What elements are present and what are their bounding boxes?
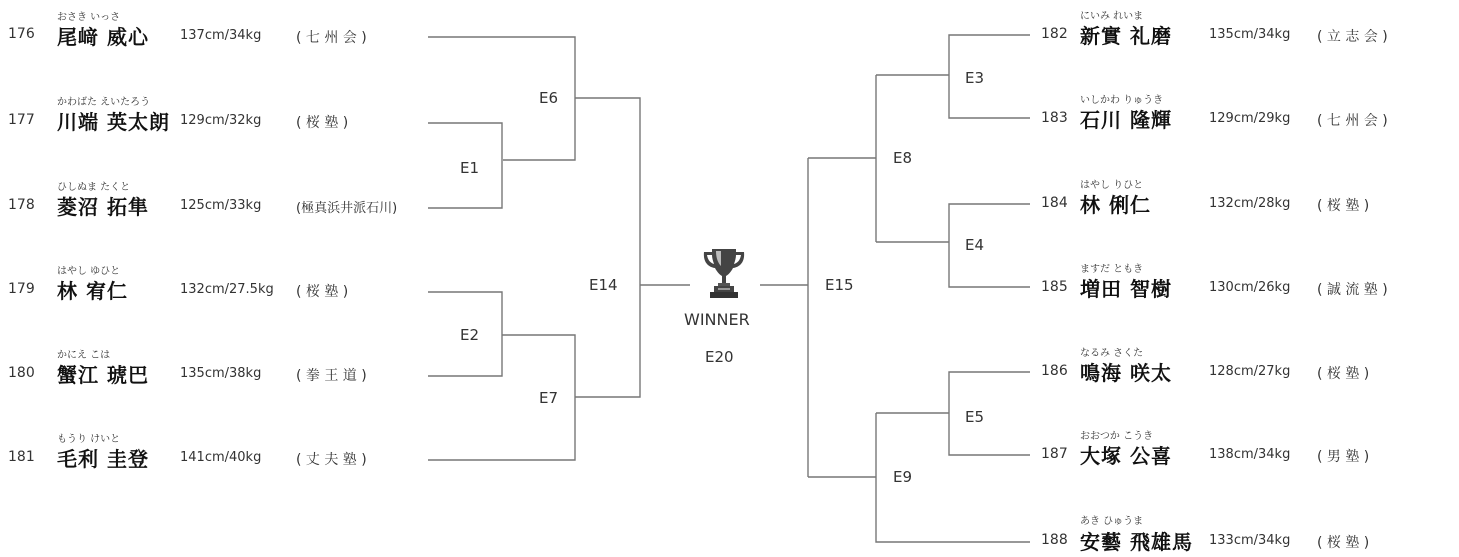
competitor-club: ( 桜 塾 ) <box>296 284 349 300</box>
competitor-stats: 135cm/34kg <box>1209 27 1291 42</box>
bout-label-e8: E8 <box>893 149 913 167</box>
seed-number: 176 <box>8 26 35 42</box>
bout-label-e6: E6 <box>539 89 559 107</box>
bout-label-e20: E20 <box>705 348 734 366</box>
competitor-name: 毛利 圭登 <box>57 447 149 471</box>
name-reading: おさき いっさ <box>57 12 121 23</box>
bracket-line-e5 <box>949 372 1030 455</box>
competitor-stats: 129cm/29kg <box>1209 111 1291 126</box>
name-reading: あき ひゅうま <box>1080 516 1144 527</box>
winner-label: WINNER <box>684 310 750 329</box>
seed-number: 180 <box>8 365 35 381</box>
competitor-name: 増田 智樹 <box>1080 277 1172 301</box>
competitor-name: 大塚 公喜 <box>1080 444 1172 468</box>
competitor-name: 川端 英太朗 <box>57 110 170 134</box>
competitor-club: ( 立 志 会 ) <box>1317 29 1388 45</box>
seed-number: 179 <box>8 281 35 297</box>
competitor-name: 林 宥仁 <box>57 279 128 303</box>
bracket-line-e14-bottom <box>575 285 640 397</box>
bout-label-e9: E9 <box>893 468 913 486</box>
competitor-stats: 130cm/26kg <box>1209 280 1291 295</box>
bout-label-e5: E5 <box>965 408 985 426</box>
name-reading: にいみ れいま <box>1080 11 1144 22</box>
competitor-name: 新實 礼磨 <box>1080 24 1172 48</box>
competitor-stats: 128cm/27kg <box>1209 364 1291 379</box>
seed-number: 177 <box>8 112 35 128</box>
competitor-stats: 141cm/40kg <box>180 450 262 465</box>
seed-number: 182 <box>1041 26 1068 42</box>
competitor-club: ( 桜 塾 ) <box>296 115 349 131</box>
competitor-club: (極真浜井派石川) <box>296 201 398 216</box>
seed-number: 181 <box>8 449 35 465</box>
bout-label-e1: E1 <box>460 159 480 177</box>
name-reading: ひしぬま たくと <box>57 182 131 193</box>
bout-label-e3: E3 <box>965 69 985 87</box>
competitor-stats: 125cm/33kg <box>180 198 262 213</box>
competitor-name: 林 俐仁 <box>1080 193 1151 217</box>
seed-number: 183 <box>1041 110 1068 126</box>
seed-number: 188 <box>1041 532 1068 548</box>
competitor-stats: 132cm/27.5kg <box>180 282 274 297</box>
bracket-line-e14-top <box>575 98 640 285</box>
competitor-club: ( 拳 王 道 ) <box>296 368 367 384</box>
seed-number: 178 <box>8 197 35 213</box>
competitor-club: ( 桜 塾 ) <box>1317 366 1370 382</box>
competitor-name: 石川 隆輝 <box>1080 108 1172 132</box>
name-reading: もうり けいと <box>57 434 121 445</box>
name-reading: なるみ さくた <box>1080 348 1144 359</box>
competitor-stats: 138cm/34kg <box>1209 447 1291 462</box>
name-reading: はやし ゆひと <box>57 266 121 277</box>
name-reading: かにえ こは <box>57 350 111 361</box>
competitor-stats: 135cm/38kg <box>180 366 262 381</box>
bracket-line-e3 <box>949 35 1030 118</box>
bout-label-e2: E2 <box>460 326 480 344</box>
seed-number: 186 <box>1041 363 1068 379</box>
bracket-line-e4 <box>949 204 1030 287</box>
competitor-club: ( 桜 塾 ) <box>1317 198 1370 214</box>
competitor-name: 蟹江 琥巴 <box>57 363 149 387</box>
bout-label-e14: E14 <box>589 276 618 294</box>
seed-number: 187 <box>1041 446 1068 462</box>
competitor-club: ( 誠 流 塾 ) <box>1317 282 1388 298</box>
name-reading: いしかわ りゅうき <box>1080 95 1164 106</box>
competitor-stats: 133cm/34kg <box>1209 533 1291 548</box>
competitor-club: ( 男 塾 ) <box>1317 449 1370 465</box>
competitor-name: 安藝 飛雄馬 <box>1080 530 1193 554</box>
competitor-club: ( 七 州 会 ) <box>1317 113 1388 129</box>
competitor-club: ( 桜 塾 ) <box>1317 535 1370 551</box>
bout-label-e15: E15 <box>825 276 854 294</box>
competitor-stats: 129cm/32kg <box>180 113 262 128</box>
trophy-icon <box>699 246 749 302</box>
competitor-name: 鳴海 咲太 <box>1080 361 1172 385</box>
competitor-stats: 137cm/34kg <box>180 28 262 43</box>
competitor-stats: 132cm/28kg <box>1209 196 1291 211</box>
competitor-club: ( 丈 夫 塾 ) <box>296 452 367 468</box>
seed-number: 184 <box>1041 195 1068 211</box>
name-reading: ますだ ともき <box>1080 264 1144 275</box>
competitor-club: ( 七 州 会 ) <box>296 30 367 46</box>
name-reading: おおつか こうき <box>1080 431 1154 442</box>
name-reading: はやし りひと <box>1080 180 1144 191</box>
seed-number: 185 <box>1041 279 1068 295</box>
bout-label-e7: E7 <box>539 389 559 407</box>
bout-label-e4: E4 <box>965 236 985 254</box>
competitor-name: 菱沼 拓隼 <box>57 195 149 219</box>
name-reading: かわばた えいたろう <box>57 97 151 108</box>
competitor-name: 尾﨑 威心 <box>57 25 149 49</box>
